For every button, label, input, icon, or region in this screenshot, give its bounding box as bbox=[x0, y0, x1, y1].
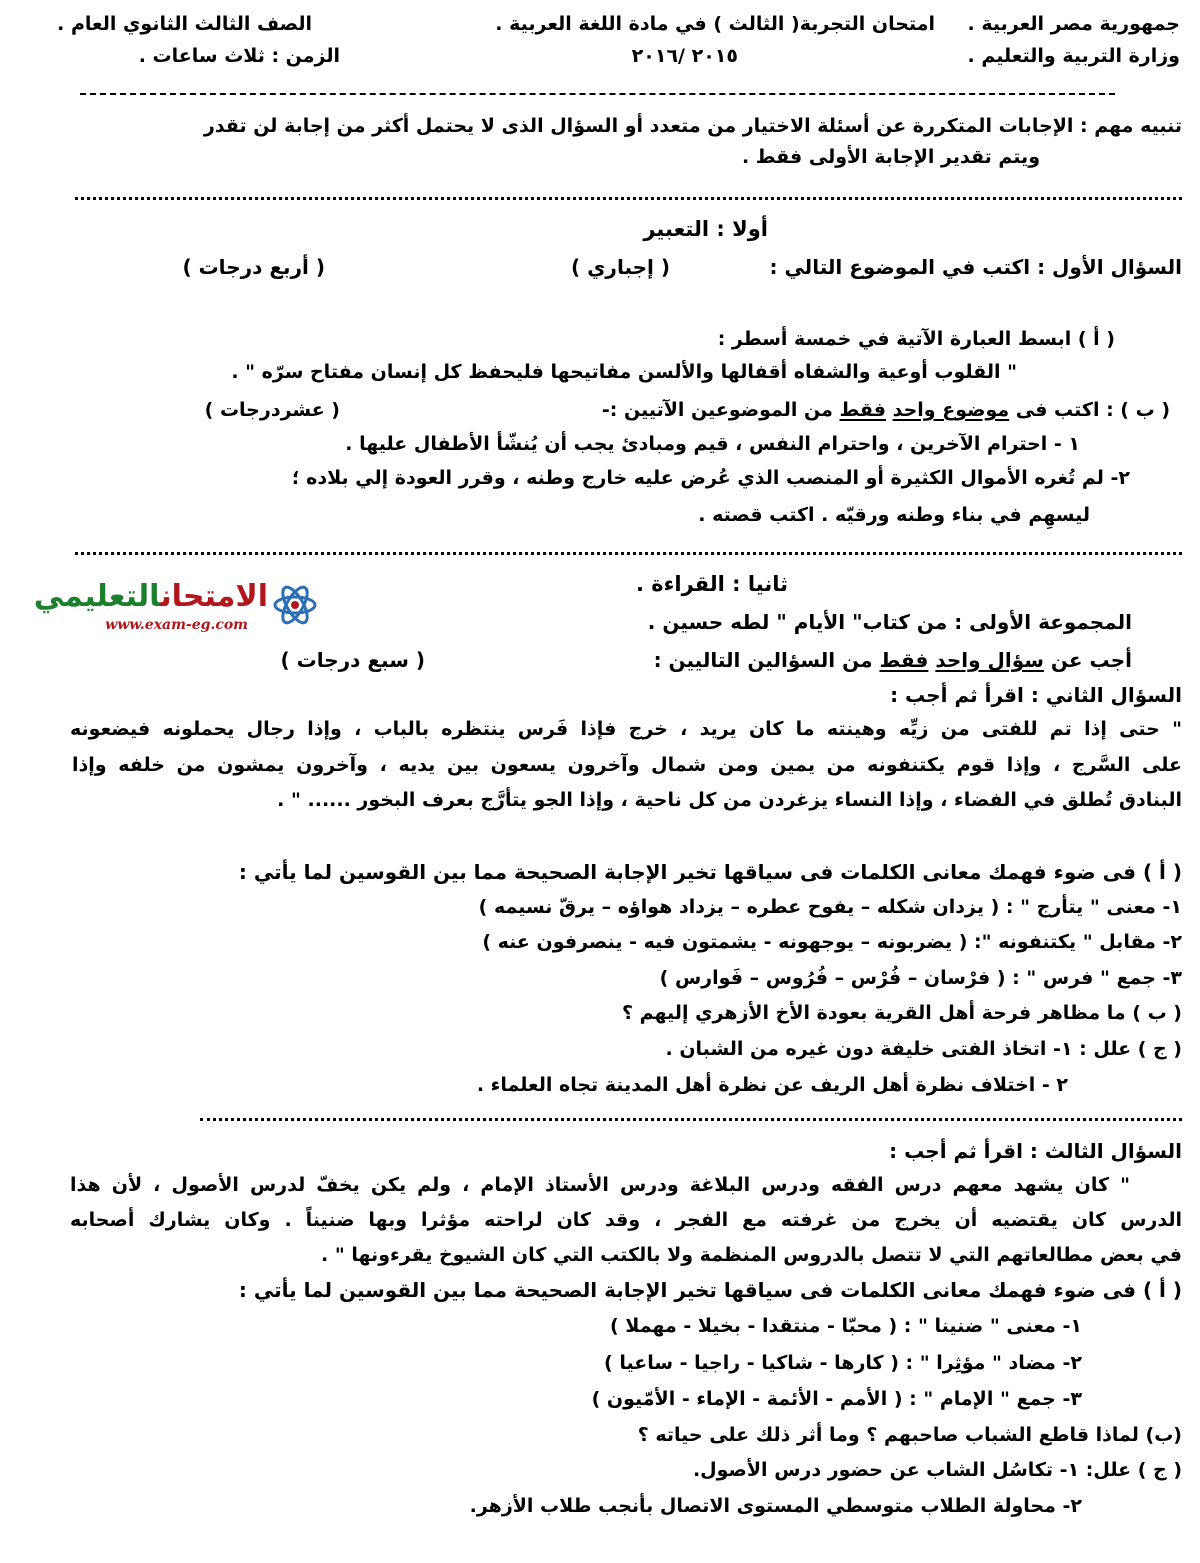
header-grade: الصف الثالث الثانوي العام . bbox=[57, 13, 312, 35]
section-2-title: ثانيا : القراءة . bbox=[635, 572, 788, 596]
q2-passage-line-3: البنادق تُطلق في الفضاء ، وإذا النساء يزغردن من كل ناحية ، وإذا الجو يتأرَّج بعرف البخور ...... " . bbox=[277, 789, 1182, 811]
task-b-marks: ( عشردرجات ) bbox=[204, 399, 340, 421]
logo-brand-part-2: التعليمي bbox=[33, 579, 161, 614]
divider-2 bbox=[75, 552, 1182, 555]
q2-label: السؤال الثاني : اقرأ ثم أجب : bbox=[890, 683, 1182, 707]
logo-brand bbox=[34, 578, 268, 616]
q3-part-a: ( أ ) فى ضوء فهمك معانى الكلمات فى سياقها تخير الإجابة الصحيحة مما بين القوسين لما يأتي : bbox=[238, 1278, 1182, 1302]
q2-part-c-item-2: ٢ - اختلاف نظرة أهل الريف عن نظرة أهل المدينة تجاه العلماء . bbox=[476, 1074, 1068, 1096]
q3-label: السؤال الثالث : اقرأ ثم أجب : bbox=[889, 1139, 1182, 1163]
q3-passage-line-2: الدرس كان يقتضيه أن يخرج من غرفته مع الفجر ، وقد كان لراحته مؤثرا وبها ضنيناً . وكان يشارك أصحابه bbox=[70, 1209, 1182, 1231]
q2-part-a: ( أ ) فى ضوء فهمك معانى الكلمات فى سياقها تخير الإجابة الصحيحة مما بين القوسين لما يأتي : bbox=[238, 860, 1182, 884]
q2-part-c-item-1: ( ج ) علل : ١- اتخاذ الفتى خليفة دون غيره من الشبان . bbox=[665, 1038, 1182, 1060]
instruction-pre: أجب عن bbox=[1043, 648, 1132, 672]
q3-part-c-item-1: ( ج ) علل: ١- تكاسُل الشاب عن حضور درس الأصول. bbox=[692, 1459, 1182, 1481]
q1-label: السؤال الأول : اكتب في الموضوع التالي : bbox=[769, 255, 1182, 279]
q3-part-a-item-1: ١- معنى " ضنينا " : ( محبّا - منتقدا - بخيلا - مهملا ) bbox=[609, 1315, 1082, 1337]
q2-part-a-item-3: ٣- جمع " فرس " : ( فرْسان – فُرْس – فُرُوس – فَوارس ) bbox=[659, 967, 1182, 989]
task-b-pre: ( ب ) : اكتب فى bbox=[1009, 399, 1170, 421]
task-b-underline-2: فقط bbox=[839, 399, 886, 421]
exam-eg-logo bbox=[28, 578, 318, 638]
header-divider bbox=[80, 93, 1115, 95]
header-time: الزمن : ثلاث ساعات . bbox=[138, 45, 340, 67]
instruction-underline-2: فقط bbox=[879, 648, 929, 672]
header-exam-title: امتحان التجربة( الثالث ) في مادة اللغة العربية . bbox=[495, 13, 935, 35]
q2-passage-line-2: على السَّرج ، وإذا قوم يكتنفونه من يمين ومن شمال وآخرون يسعون بين يديه ، وآخرون يمشون من خلفه وإذا bbox=[72, 754, 1182, 776]
task-b-topic-1: ١ - احترام الآخرين ، واحترام النفس ، قيم ومبادئ يجب أن يُنشّأ الأطفال عليها . bbox=[345, 433, 1080, 455]
atom-icon bbox=[272, 582, 318, 628]
logo-brand-part-1: الامتحان bbox=[160, 579, 268, 614]
instruction-post: من السؤالين التاليين : bbox=[653, 648, 880, 672]
header-year: ٢٠١٥ /٢٠١٦ bbox=[631, 45, 738, 67]
group-1-title: المجموعة الأولى : من كتاب" الأيام " لطه حسين . bbox=[647, 610, 1132, 634]
task-b-label bbox=[602, 398, 1170, 422]
q2-part-a-item-1: ١- معنى " يتأرج " : ( يزدان شكله – يفوح عطره – يزداد هواؤه – يرقّ نسيمه ) bbox=[478, 896, 1182, 918]
q3-passage-line-1: " كان يشهد معهم درس الفقه ودرس البلاغة ودرس الأستاذ الإمام ، ولم يكن يخفّ لدرس الأصول ، لأن هذا bbox=[70, 1174, 1130, 1196]
section-1-title: أولا : التعبير bbox=[643, 217, 768, 241]
task-a-label: ( أ ) ابسط العبارة الآتية في خمسة أسطر : bbox=[717, 328, 1115, 350]
task-b-topic-2-line-1: ٢- لم تُغره الأموال الكثيرة أو المنصب الذي عُرض عليه خارج وطنه ، وقرر العودة إلي بلاده ؛ bbox=[291, 467, 1130, 489]
instruction-marks: ( سبع درجات ) bbox=[280, 648, 425, 672]
notice-line-2: ويتم تقدير الإجابة الأولى فقط . bbox=[741, 146, 1040, 168]
task-b-post: من الموضوعين الآتيين :- bbox=[601, 399, 840, 421]
instruction-line bbox=[654, 648, 1132, 672]
task-b-underline-1: موضوع واحد bbox=[892, 399, 1010, 421]
q2-part-a-item-2: ٢- مقابل " يكتنفونه ": ( يضربونه – يوجهونه - يشمتون فيه - ينصرفون عنه ) bbox=[482, 931, 1182, 953]
notice-line-1: تنبيه مهم : الإجابات المتكررة عن أسئلة الاختيار من متعدد أو السؤال الذى لا يحتمل أكثر من إجابة لن تقدر bbox=[203, 115, 1182, 137]
q2-passage-line-1: " حتى إذا تم للفتى من زيِّه وهينته ما كان يريد ، خرج فإذا فَرس ينتظره بالباب ، وإذا رجال يحملونه فيضعونه bbox=[70, 718, 1182, 740]
q3-part-b: (ب) لماذا قاطع الشباب صاحبهم ؟ وما أثر ذلك على حياته ؟ bbox=[637, 1424, 1182, 1446]
q1-marks: ( أربع درجات ) bbox=[182, 255, 325, 279]
q1-type: ( إجباري ) bbox=[571, 255, 670, 279]
q3-part-a-item-3: ٣- جمع " الإمام " : ( الأمم - الأئمة - الإماء - الأمّيون ) bbox=[591, 1388, 1082, 1410]
instruction-underline-1: سؤال واحد bbox=[935, 648, 1044, 672]
divider-3 bbox=[200, 1118, 1182, 1121]
task-a-quote: " القلوب أوعية والشفاه أقفالها والألسن مفاتيحها فليحفظ كل إنسان مفتاح سرّه " . bbox=[231, 361, 1017, 383]
q3-part-a-item-2: ٢- مضاد " مؤثِرا " : ( كارها - شاكيا - راجيا - ساعيا ) bbox=[604, 1352, 1082, 1374]
q3-passage-line-3: في بعض مطالعاتهم التي لا تتصل بالدروس المنظمة ولا بالكتب التي كان الشيوخ يقرءونها " . bbox=[321, 1244, 1182, 1266]
q3-part-c-item-2: ٢- محاولة الطلاب متوسطي المستوى الاتصال بأنجب طلاب الأزهر. bbox=[469, 1495, 1082, 1517]
header-republic: جمهورية مصر العربية . bbox=[967, 13, 1180, 35]
logo-url: www.exam-eg.com bbox=[105, 617, 248, 633]
q2-part-b: ( ب ) ما مظاهر فرحة أهل القرية بعودة الأخ الأزهري إليهم ؟ bbox=[621, 1002, 1182, 1024]
header-ministry: وزارة التربية والتعليم . bbox=[967, 45, 1180, 67]
divider-1 bbox=[75, 197, 1182, 200]
task-b-topic-2-line-2: ليسهِم في بناء وطنه ورقيّه . اكتب قصته . bbox=[698, 504, 1090, 526]
